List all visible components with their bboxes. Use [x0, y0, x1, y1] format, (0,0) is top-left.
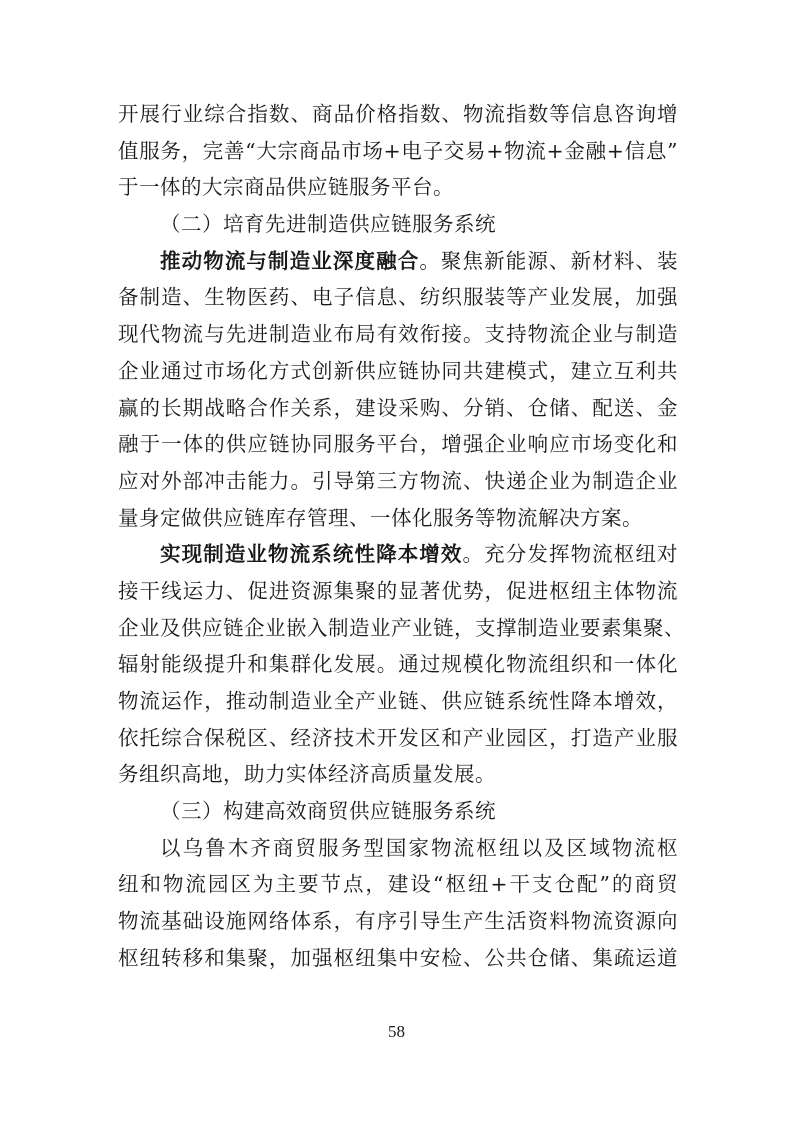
paragraph-line: 务组织高地，助力实体经济高质量发展。: [118, 762, 496, 787]
paragraph-first-line: [118, 243, 678, 280]
paragraph-lead-bold: 实现制造业物流系统性降本增效: [160, 542, 463, 567]
paragraph-line: 于一体的大宗商品供应链服务平台。: [118, 175, 454, 200]
paragraph-lead-bold: 推动物流与制造业深度融合: [160, 248, 420, 273]
paragraph-line: 纽和物流园区为主要节点，建设“枢纽+干支仓配”的商贸: [118, 872, 678, 897]
paragraph-first-line: 以乌鲁木齐商贸服务型国家物流枢纽以及区域物流枢: [160, 835, 678, 860]
paragraph-lead-rest: 。充分发挥物流枢纽对: [462, 542, 679, 567]
paragraph-lead-rest: 。聚焦新能源、新材料、装: [419, 248, 679, 273]
document-body: [118, 96, 685, 977]
paragraph-line: 物流基础设施网络体系，有序引导生产生活资料物流资源向: [118, 909, 678, 934]
paragraph-line: 辐射能级提升和集群化发展。通过规模化物流组织和一体化: [118, 652, 678, 677]
paragraph-line: 赢的长期战略合作关系，建设采购、分销、仓储、配送、金: [118, 395, 678, 420]
paragraph-line: 企业及供应链企业嵌入制造业产业链，支撑制造业要素集聚、: [118, 615, 685, 640]
paragraph-line: 量身定做供应链库存管理、一体化服务等物流解决方案。: [118, 505, 643, 530]
paragraph-line: 接干线运力、促进资源集聚的显著优势，促进枢纽主体物流: [118, 578, 678, 603]
paragraph-line: 企业通过市场化方式创新供应链协同共建模式，建立互利共: [118, 358, 678, 383]
paragraph-first-line: [118, 536, 678, 573]
paragraph-line: 现代物流与先进制造业布局有效衔接。支持物流企业与制造: [118, 322, 678, 347]
paragraph-line: 物流运作，推动制造业全产业链、供应链系统性降本增效，: [118, 689, 678, 713]
paragraph-line: 枢纽转移和集聚，加强枢纽集中安检、公共仓储、集疏运道: [118, 945, 678, 970]
paragraph-line: 应对外部冲击能力。引导第三方物流、快递企业为制造企业: [118, 468, 678, 493]
paragraph-line: 依托综合保税区、经济技术开发区和产业园区，打造产业服: [118, 725, 678, 750]
section-heading-2: （二）培育先进制造供应链服务系统: [160, 212, 496, 237]
section-heading-3: （三）构建高效商贸供应链服务系统: [160, 799, 496, 824]
page-number: 58: [388, 1022, 405, 1041]
paragraph-line: 融于一体的供应链协同服务平台，增强企业响应市场变化和: [118, 432, 678, 457]
paragraph-line: 值服务，完善“大宗商品市场+电子交易+物流+金融+信息”: [118, 138, 678, 163]
paragraph-line: 备制造、生物医药、电子信息、纺织服装等产业发展，加强: [118, 285, 678, 310]
paragraph-line: 开展行业综合指数、商品价格指数、物流指数等信息咨询增: [118, 102, 678, 126]
